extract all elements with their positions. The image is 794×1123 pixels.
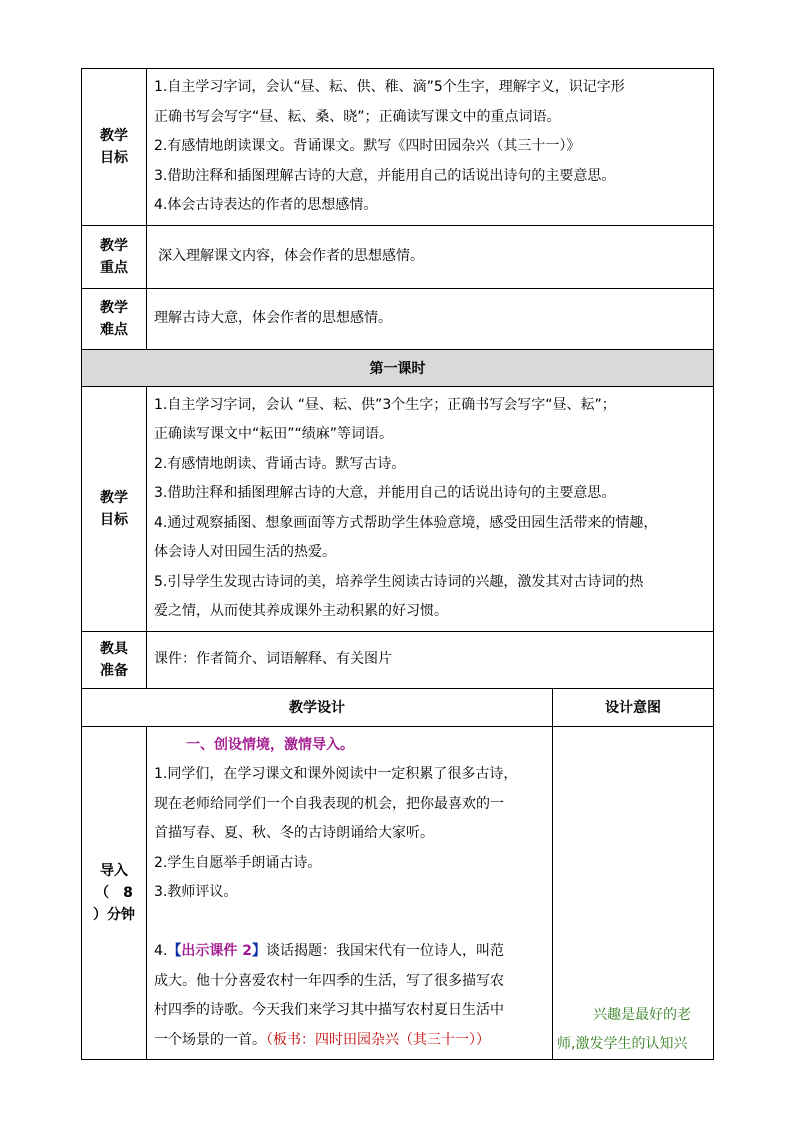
- intro-line: 3.教师评议。: [154, 884, 238, 900]
- label-line: 教学: [100, 237, 128, 254]
- label-line: 教学: [100, 299, 128, 316]
- label-overall-goals: [82, 69, 147, 226]
- intro-heading: 一、创设情境，激情导入。: [186, 736, 354, 753]
- intro-intent: [553, 726, 714, 1060]
- goal-line: 爱之情，从而使其养成课外主动积累的好习惯。: [154, 603, 448, 619]
- intro-line: 成大。他十分喜爱农村一年四季的生活，写了很多描写农: [154, 972, 504, 989]
- bracket-close: 】: [251, 943, 266, 959]
- goal-line: 3.借助注释和插图理解古诗的大意，并能用自己的话说出诗句的主要意思。: [154, 167, 616, 184]
- goal-line: 正确读写课文中“耘田”“绩麻”等词语。: [154, 426, 394, 442]
- label-line: 准备: [100, 662, 128, 679]
- goal-line: 4.通过观察插图、想象画面等方式帮助学生体验意境，感受田园生活带来的情趣，: [154, 514, 658, 531]
- goal-line: 1.自主学习字词，会认 “昼、耘、供”3个生字；正确书写会写字“昼、耘”；: [154, 396, 616, 413]
- label-key-points: [82, 225, 147, 288]
- intro-line: 2.学生自愿举手朗诵古诗。: [154, 854, 322, 871]
- row-overall-goals: [82, 69, 714, 226]
- difficulties-content: [147, 288, 714, 349]
- intro-last-line: [154, 1026, 552, 1056]
- row-difficulties: [82, 288, 714, 349]
- section-title: 第一课时: [82, 349, 714, 386]
- goal-line: 5.引导学生发现古诗词的美，培养学生阅读古诗词的兴趣，激发其对古诗词的热: [154, 573, 644, 590]
- label-intro: [82, 726, 147, 1060]
- label-line: 难点: [100, 321, 128, 338]
- tools-text: 课件：作者简介、词语解释、有关图片: [154, 650, 392, 667]
- courseware-tag: [167, 943, 266, 959]
- row-tools: [82, 631, 714, 688]
- label-line: 重点: [100, 259, 128, 276]
- goal-line: 3.借助注释和插图理解古诗的大意，并能用自己的话说出诗句的主要意思。: [154, 485, 616, 501]
- intro-line: 现在老师给同学们一个自我表现的机会，把你最喜欢的一: [154, 795, 504, 812]
- goal-line: 2.有感情地朗读、背诵古诗。默写古诗。: [154, 455, 406, 472]
- label-line: 目标: [100, 511, 128, 528]
- intro-line: 村四季的诗歌。今天我们来学习其中描写农村夏日生活中: [154, 1002, 504, 1018]
- label-lesson-goals: [82, 386, 147, 631]
- row-design-header: [82, 688, 714, 726]
- intro-line: 1.同学们，在学习课文和课外阅读中一定积累了很多古诗，: [154, 766, 518, 782]
- design-header: 教学设计: [82, 688, 553, 726]
- label-line: 教学: [100, 127, 128, 144]
- step4-prefix: 4.: [154, 943, 168, 959]
- row-lesson-goals: [82, 386, 714, 631]
- intro-content: [147, 726, 553, 1060]
- step4-rest: 谈话揭题：我国宋代有一位诗人，叫范: [265, 943, 504, 959]
- label-line: 目标: [100, 149, 128, 166]
- blank-line: [154, 908, 552, 938]
- intro-line: 首描写春、夏、秋、冬的古诗朗诵给大家听。: [154, 825, 434, 841]
- goal-line: 1.自主学习字词，会认“昼、耘、供、稚、滴”5个生字，理解字义，识记字形: [154, 79, 625, 95]
- lesson-goals-content: [147, 386, 714, 631]
- intent-line: 兴趣是最好的老: [593, 1007, 691, 1023]
- label-line: ）分钟: [93, 906, 135, 923]
- label-line: （ 8: [95, 884, 133, 901]
- courseware-label: 出示课件 2: [181, 943, 252, 959]
- label-tools: [82, 631, 147, 688]
- tools-content: [147, 631, 714, 688]
- label-difficulties: [82, 288, 147, 349]
- intent-header: 设计意图: [553, 688, 714, 726]
- label-line: 教具: [100, 640, 128, 657]
- goal-line: 4.体会古诗表达的作者的思想感情。: [154, 197, 378, 213]
- row-key-points: [82, 225, 714, 288]
- row-section-title: [82, 349, 714, 386]
- row-intro: [82, 726, 714, 1060]
- intro-step4: [154, 937, 552, 967]
- intent-line: 师,激发学生的认知兴: [557, 1036, 688, 1052]
- overall-goals-content: [147, 69, 714, 226]
- last-prefix: 一个场景的一首。: [154, 1031, 266, 1048]
- lesson-plan-table: [81, 68, 714, 1060]
- label-line: 导入: [100, 862, 128, 879]
- goal-line: 体会诗人对田园生活的热爱。: [154, 544, 336, 560]
- difficulties-text: 理解古诗大意，体会作者的思想感情。: [154, 309, 392, 326]
- goal-line: 2.有感情地朗读课文。背诵课文。默写《四时田园杂兴（其三十一）》: [154, 138, 581, 154]
- goal-line: 正确书写会写字“昼、耘、桑、晓”；正确读写课文中的重点词语。: [154, 108, 561, 125]
- key-points-content: [147, 225, 714, 288]
- key-points-text: 深入理解课文内容，体会作者的思想感情。: [158, 247, 424, 264]
- label-line: 教学: [100, 489, 128, 506]
- bracket-open: 【: [167, 943, 182, 959]
- blackboard-note: （板书：四时田园杂兴（其三十一））: [266, 1031, 490, 1048]
